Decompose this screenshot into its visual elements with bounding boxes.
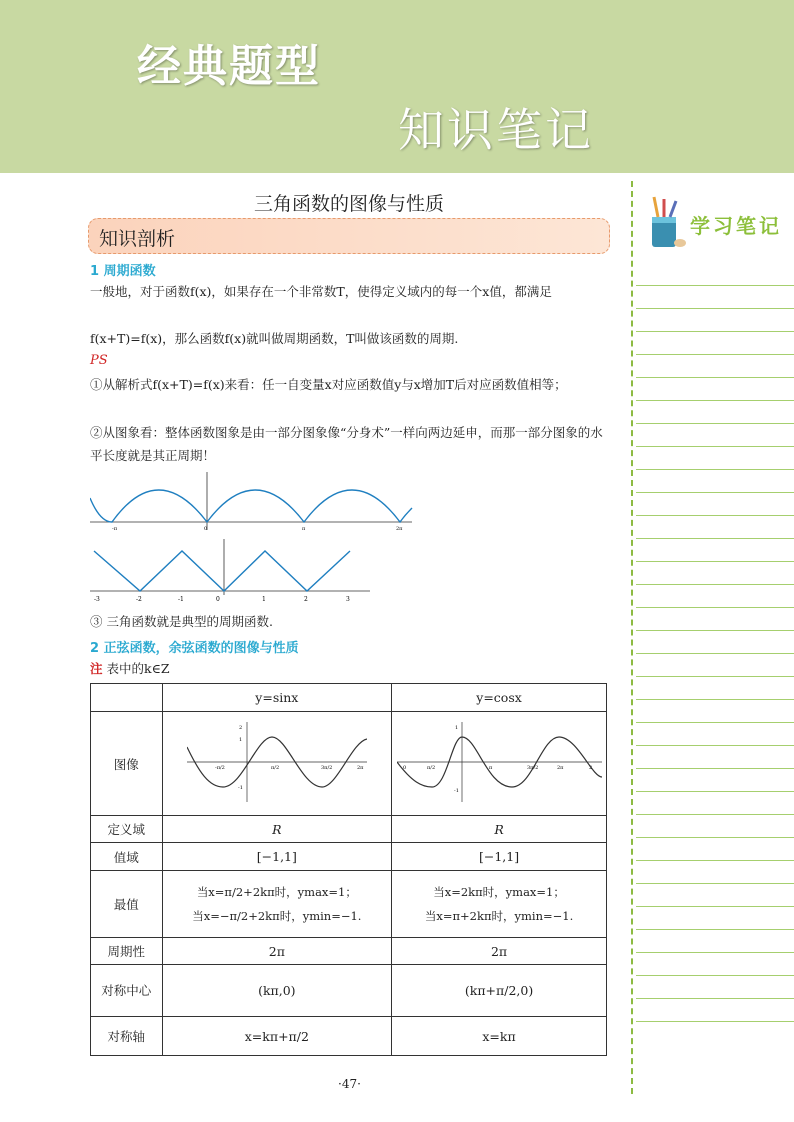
periodic-arch-graph bbox=[90, 470, 415, 532]
notes-ruled-line bbox=[636, 332, 794, 355]
notes-ruled-line bbox=[636, 700, 794, 723]
note-line bbox=[90, 657, 608, 680]
sin-tick: 2 bbox=[238, 725, 243, 731]
cos-range: [−1,1] bbox=[392, 843, 607, 871]
notes-ruled-line bbox=[636, 447, 794, 470]
row-label-period: 周期性 bbox=[91, 938, 163, 965]
note-text: 表中的k∈Z bbox=[106, 661, 170, 676]
notes-ruled-line bbox=[636, 539, 794, 562]
graph2-label: 3 bbox=[346, 596, 350, 603]
point-2: ②从图象看：整体函数图象是由一部分图象像“分身术”一样向两边延申，而那一部分图象的水平长度就是其正周期！ bbox=[90, 425, 603, 463]
row-label-domain: 定义域 bbox=[91, 816, 163, 843]
table-row-image bbox=[91, 712, 607, 816]
sin-center: (kπ,0) bbox=[162, 965, 391, 1017]
cos-period: 2π bbox=[392, 938, 607, 965]
notes-ruled-line bbox=[636, 401, 794, 424]
sin-max: 当x=π/2+2kπ时，ymax=1； bbox=[196, 885, 357, 899]
sin-tick: 3π/2 bbox=[320, 765, 333, 771]
sin-domain: R bbox=[162, 816, 391, 843]
triangle-wave-graph bbox=[90, 537, 375, 607]
notes-ruled-line bbox=[636, 792, 794, 815]
row-label-axis: 对称轴 bbox=[91, 1017, 163, 1056]
notes-ruled-line bbox=[636, 746, 794, 769]
notes-ruled-line bbox=[636, 516, 794, 539]
graph2-label: -1 bbox=[178, 596, 184, 603]
cos-tick: 0 bbox=[402, 765, 406, 771]
graph1-label: -π bbox=[112, 526, 117, 532]
row-label-range: 值域 bbox=[91, 843, 163, 871]
point-3: ③ 三角函数就是典型的周期函数. bbox=[90, 614, 273, 629]
sin-tick: 1 bbox=[238, 737, 243, 743]
sin-axis: x=kπ+π/2 bbox=[162, 1017, 391, 1056]
page-number: ·47· bbox=[338, 1077, 361, 1091]
sin-tick: -π/2 bbox=[214, 765, 225, 771]
table-row bbox=[91, 816, 607, 843]
notes-ruled-line bbox=[636, 470, 794, 493]
sin-graph bbox=[187, 717, 367, 807]
table-row bbox=[91, 938, 607, 965]
cos-extrema-cell bbox=[392, 871, 607, 938]
table-row bbox=[91, 1017, 607, 1056]
notes-ruled-line bbox=[636, 562, 794, 585]
notes-divider bbox=[631, 181, 635, 1094]
notes-ruled-line bbox=[636, 355, 794, 378]
graph2-label: 2 bbox=[304, 596, 308, 603]
notes-ruled-line bbox=[636, 677, 794, 700]
notes-ruled-line bbox=[636, 838, 794, 861]
sin-graph-cell bbox=[162, 712, 391, 816]
notes-ruled-line bbox=[636, 263, 794, 286]
table-row bbox=[91, 843, 607, 871]
table-header-sin: y=sinx bbox=[162, 684, 391, 712]
graph2-label: -2 bbox=[136, 596, 142, 603]
graph2-label: 0 bbox=[216, 596, 220, 603]
notes-ruled-line bbox=[636, 907, 794, 930]
cos-graph-cell bbox=[392, 712, 607, 816]
notes-ruled-line bbox=[636, 930, 794, 953]
table-header-row bbox=[91, 684, 607, 712]
graph2-label: 1 bbox=[262, 596, 266, 603]
section-banner bbox=[88, 218, 610, 254]
header-banner bbox=[0, 0, 794, 173]
cos-graph bbox=[397, 717, 602, 807]
cos-tick: -1 bbox=[453, 788, 459, 794]
row-label-extrema: 最值 bbox=[91, 871, 163, 938]
cos-tick: 2π bbox=[556, 765, 563, 771]
row-label-image: 图像 bbox=[91, 712, 163, 816]
table-row bbox=[91, 871, 607, 938]
cos-tick: 2 bbox=[588, 765, 592, 771]
notes-ruled-line bbox=[636, 999, 794, 1022]
header-title-line1: 经典题型 bbox=[137, 41, 321, 92]
notes-ruled-line bbox=[636, 608, 794, 631]
notes-ruled-line bbox=[636, 769, 794, 792]
cos-tick: 3π/2 bbox=[526, 765, 538, 771]
pen-cup-icon bbox=[646, 195, 686, 250]
sin-min: 当x=−π/2+2kπ时，ymin=−1. bbox=[192, 909, 362, 923]
sin-range: [−1,1] bbox=[162, 843, 391, 871]
notes-ruled-line bbox=[636, 493, 794, 516]
ps-label: PS bbox=[90, 353, 108, 368]
point-1: ①从解析式f(x+T)=f(x)来看：任一自变量x对应函数值y与x增加T后对应函数值相等； bbox=[90, 377, 567, 392]
sin-period: 2π bbox=[162, 938, 391, 965]
cos-domain: R bbox=[392, 816, 607, 843]
table-header-empty bbox=[91, 684, 163, 712]
notes-ruled-line bbox=[636, 815, 794, 838]
sin-extrema-cell bbox=[162, 871, 391, 938]
cos-tick: π/2 bbox=[426, 765, 435, 771]
notes-title: 学习笔记 bbox=[690, 214, 782, 238]
notes-ruled-line bbox=[636, 309, 794, 332]
sin-tick: π/2 bbox=[270, 765, 279, 771]
paragraph-definition-1: 一般地，对于函数f(x)，如果存在一个非常数T，使得定义域内的每一个x值，都满足 bbox=[90, 284, 552, 299]
sin-tick: -1 bbox=[237, 785, 243, 791]
cos-axis: x=kπ bbox=[392, 1017, 607, 1056]
paragraph-definition-2: f(x+T)=f(x)，那么函数f(x)就叫做周期函数，T叫做该函数的周期. bbox=[90, 331, 459, 346]
cos-min: 当x=π+2kπ时，ymin=−1. bbox=[424, 909, 574, 923]
header-title-line2: 知识笔记 bbox=[398, 103, 594, 157]
notes-ruled-line bbox=[636, 976, 794, 999]
table-row bbox=[91, 965, 607, 1017]
notes-ruled-line bbox=[636, 723, 794, 746]
sin-tick: 2π bbox=[356, 765, 364, 771]
heading-periodic-function: 1 周期函数 bbox=[90, 264, 156, 279]
notes-ruled-line bbox=[636, 884, 794, 907]
table-header-cos: y=cosx bbox=[392, 684, 607, 712]
graph2-label: -3 bbox=[94, 596, 100, 603]
notes-ruled-line bbox=[636, 953, 794, 976]
cos-center: (kπ+π/2,0) bbox=[392, 965, 607, 1017]
cos-tick: 1 bbox=[454, 725, 458, 731]
graph1-label: 2π bbox=[396, 526, 403, 532]
cos-max: 当x=2kπ时，ymax=1； bbox=[433, 885, 565, 899]
notes-ruled-line bbox=[636, 654, 794, 677]
heading-sin-cos: 2 正弦函数，余弦函数的图像与性质 bbox=[90, 641, 299, 656]
notes-ruled-line bbox=[636, 861, 794, 884]
cos-tick: π bbox=[488, 765, 492, 771]
notes-ruled-line bbox=[636, 378, 794, 401]
notes-ruled-line bbox=[636, 585, 794, 608]
section-title: 知识剖析 bbox=[99, 228, 176, 250]
notes-ruled-line bbox=[636, 286, 794, 309]
notes-lines bbox=[636, 263, 794, 1022]
notes-ruled-line bbox=[636, 631, 794, 654]
graph1-label: 0 bbox=[204, 526, 208, 532]
row-label-center: 对称中心 bbox=[91, 965, 163, 1017]
note-label: 注 bbox=[90, 661, 103, 676]
notes-ruled-line bbox=[636, 424, 794, 447]
graph1-label: π bbox=[302, 526, 306, 532]
properties-table bbox=[90, 683, 607, 1056]
document-title: 三角函数的图像与性质 bbox=[253, 193, 444, 215]
